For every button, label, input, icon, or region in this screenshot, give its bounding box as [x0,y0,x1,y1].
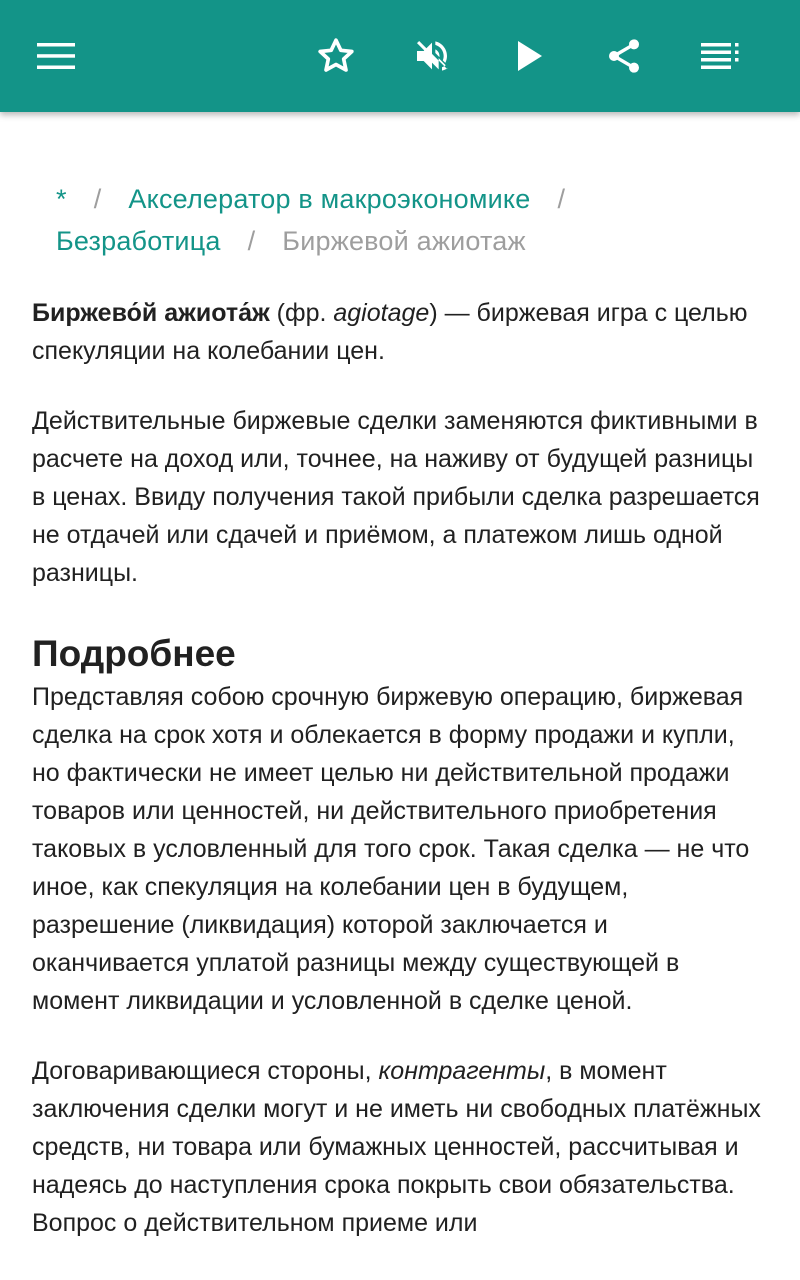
contents-button[interactable] [688,24,752,88]
breadcrumb-separator: / [93,184,102,214]
favorite-button[interactable] [304,24,368,88]
paragraph-4-italic: контрагенты [378,1057,546,1085]
breadcrumb-item-accelerator[interactable]: Акселератор в макроэкономике [128,184,531,214]
play-icon [515,39,545,73]
intro-text-after: ) — биржевая игра с целью спекуляции на колебании цен. [32,299,748,365]
intro-text-before: (фр. [269,299,334,327]
paragraph-4-text-after: , в момент заключения сделки могут и не иметь ни свободных платёжных средств, ни товара или бумажных ценностей, рассчитывая и надеясь до наступления срока покрыть свои обязательства. Вопрос о действительном приеме или [32,1057,761,1237]
intro-paragraph [32,294,768,370]
list-icon [701,43,739,69]
breadcrumb-separator: / [557,184,566,214]
paragraph-3: Представляя собою срочную биржевую операцию, биржевая сделка на срок хотя и облекается в форму продажи и купли, но фактически не имеет целью ни действительной продажи товаров или ценностей, ни действительного приобретения таковых в условленный для того срок. Такая сделка — не что иное, как спекуляция на колебании цен в будущем, разрешение (ликвидация) которой заключается и оканчивается уплатой разницы между существующей в момент ликвидации и условленной в сделке ценой. [32,683,750,1015]
article-term: Биржево́й ажиота́ж [32,299,270,327]
breadcrumb [32,178,768,262]
play-button[interactable] [498,24,562,88]
hamburger-menu-icon [37,43,75,69]
volume-off-icon [412,36,452,76]
breadcrumb-separator: / [247,226,256,256]
section-heading: Подробнее [32,633,236,674]
paragraph-4 [32,1052,768,1242]
breadcrumb-current: Биржевой ажиотаж [282,226,526,256]
breadcrumb-item-unemployment[interactable]: Безработица [56,226,221,256]
star-outline-icon [316,36,356,76]
app-toolbar [0,0,800,112]
mute-button[interactable] [400,24,464,88]
breadcrumb-line-2 [32,220,768,262]
menu-button[interactable] [24,24,88,88]
share-button[interactable] [592,24,656,88]
breadcrumb-item-root[interactable]: * [56,184,67,214]
paragraph-2: Действительные биржевые сделки заменяются фиктивными в расчете на доход или, точнее, на наживу от будущей разницы в ценах. Ввиду получения такой прибыли сделка разрешается не отдачей или сдачей и приёмом, а платежом лишь одной разницы. [32,407,760,587]
paragraph-4-text-before: Договаривающиеся стороны, [32,1057,379,1085]
article-content [32,112,768,1242]
breadcrumb-line-1 [32,178,768,220]
share-icon [604,36,644,76]
intro-foreign-term: agiotage [333,299,430,327]
